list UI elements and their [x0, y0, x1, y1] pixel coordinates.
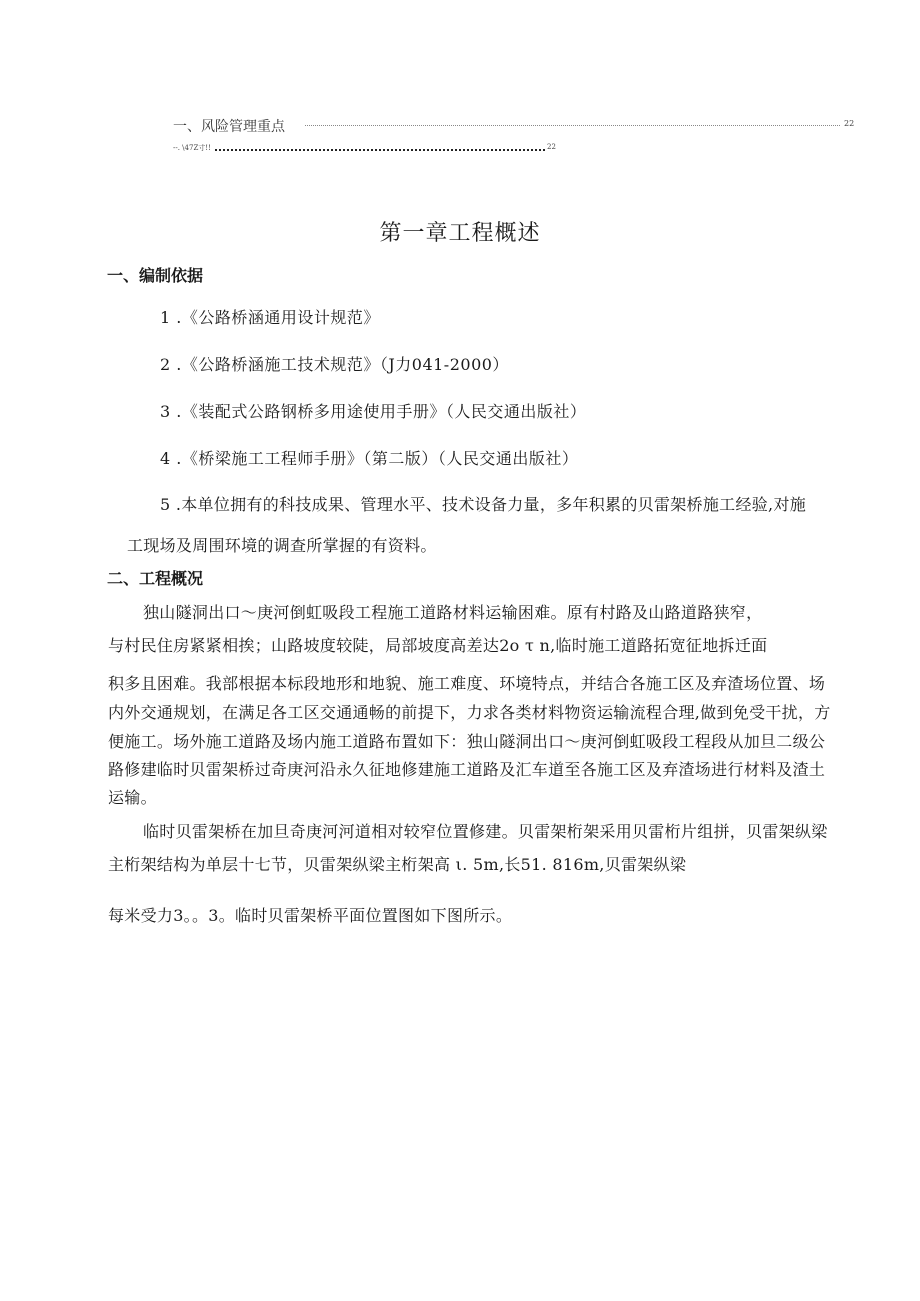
reference-item: 1 .《公路桥涵通用设计规范》	[160, 308, 380, 327]
paragraph-line: 临时贝雷架桥在加旦奇庚河河道相对较窄位置修建。贝雷架桁架采用贝雷桁片组拼，贝雷架纵梁	[143, 822, 828, 841]
paragraph-line: 积多且困难。我部根据本标段地形和地貌、施工难度、环境特点，并结合各施工区及弃渣场位置、场	[108, 674, 826, 693]
chapter-title: 第一章工程概述	[379, 221, 541, 246]
toc-entry-risk-management: 一、风险管理重点	[173, 119, 285, 135]
section-heading-basis: 一、编制依据	[107, 266, 204, 285]
paragraph-line: 运输。	[108, 788, 157, 807]
toc-leader-dots-heavy	[215, 147, 545, 151]
paragraph-line: 每米受力3。。3。临时贝雷架桥平面位置图如下图所示。	[108, 906, 513, 925]
toc-entry-garbled: --. \47Z寸!!	[173, 144, 211, 152]
paragraph-line: 路修建临时贝雷架桥过奇庚河沿永久征地修建施工道路及汇车道至各施工区及弃渣场进行材料及渣土	[108, 760, 826, 779]
reference-item: 4 .《桥梁施工工程师手册》（第二版）（人民交通出版社）	[160, 449, 579, 468]
toc-page-number: 22	[844, 119, 855, 128]
paragraph-line: 便施工。场外施工道路及场内施工道路布置如下：独山隧洞出口～庚河倒虹吸段工程段从加旦二级公	[108, 732, 826, 751]
reference-item-5-line2: 工现场及周围环境的调查所掌握的有资料。	[127, 536, 437, 555]
paragraph-line: 主桁架结构为单层十七节，贝雷架纵梁主桁架高 ι. 5m,长51. 816m,贝雷架纵梁	[108, 855, 687, 874]
toc-leader-dots	[305, 125, 840, 126]
toc-page-number-2: 22	[547, 143, 556, 151]
reference-item-5-line1: 5 .本单位拥有的科技成果、管理水平、技术设备力量，多年积累的贝雷架桥施工经验,对施	[160, 495, 807, 514]
reference-item: 3 .《装配式公路钢桥多用途使用手册》（人民交通出版社）	[160, 402, 587, 421]
reference-item: 2 .《公路桥涵施工技术规范》（J力041-2000）	[160, 355, 509, 374]
section-heading-overview: 二、工程概况	[107, 569, 204, 588]
paragraph-line: 与村民住房紧紧相挨；山路坡度较陡，局部坡度高差达2o τ n,临时施工道路拓宽征地拆迁面	[108, 636, 768, 655]
paragraph-line: 内外交通规划，在满足各工区交通通畅的前提下，力求各类材料物资运输流程合理,做到免受干扰，方	[108, 703, 831, 722]
paragraph-line: 独山隧洞出口～庚河倒虹吸段工程施工道路材料运输困难。原有村路及山路道路狭窄，	[143, 603, 763, 622]
